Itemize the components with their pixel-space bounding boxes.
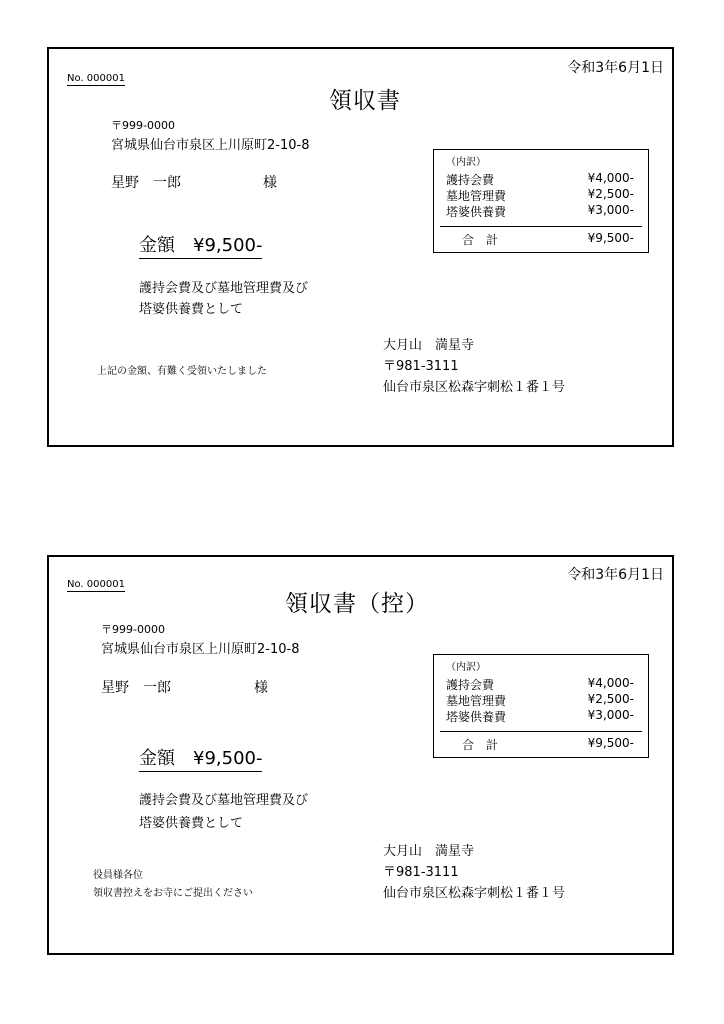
breakdown-total-value: ¥9,500- bbox=[587, 736, 634, 750]
receipt-title: 領収書 bbox=[329, 88, 401, 114]
issuer-name: 大月山 満星寺 bbox=[383, 844, 475, 859]
purpose-line-1: 護持会費及び墓地管理費及び bbox=[139, 793, 309, 808]
recipient-honorific: 様 bbox=[263, 175, 277, 191]
recipient-honorific: 様 bbox=[254, 680, 268, 696]
receipt-copy bbox=[47, 555, 674, 955]
breakdown-value: ¥4,000- bbox=[587, 676, 634, 690]
acknowledgement-note: 上記の金額、有難く受領いたしました bbox=[97, 366, 267, 377]
breakdown-label: 護持会費 bbox=[446, 173, 495, 187]
receipt-date: 令和3年6月1日 bbox=[567, 60, 664, 76]
breakdown-value: ¥2,500- bbox=[587, 692, 634, 706]
breakdown-value: ¥4,000- bbox=[587, 171, 634, 185]
amount: 金額 ¥9,500- bbox=[139, 744, 262, 772]
breakdown-value: ¥3,000- bbox=[587, 708, 634, 722]
receipt-title: 領収書（控） bbox=[285, 591, 429, 617]
issuer-postal: 〒981-3111 bbox=[383, 359, 459, 374]
note-line-1: 役員様各位 bbox=[93, 870, 143, 881]
receipt-date: 令和3年6月1日 bbox=[567, 567, 664, 583]
receipt-number: No. 000001 bbox=[67, 579, 125, 590]
recipient-postal: 〒999-0000 bbox=[111, 119, 175, 132]
breakdown-header: （内訳） bbox=[446, 662, 486, 673]
amount: 金額 ¥9,500- bbox=[139, 231, 262, 259]
recipient-address: 宮城県仙台市泉区上川原町2-10-8 bbox=[101, 642, 300, 657]
breakdown-label: 墓地管理費 bbox=[446, 189, 507, 203]
breakdown-header: （内訳） bbox=[446, 157, 486, 168]
purpose-line-2: 塔婆供養費として bbox=[139, 302, 244, 317]
breakdown-label: 塔婆供養費 bbox=[446, 205, 507, 219]
breakdown-divider bbox=[440, 731, 642, 732]
breakdown-label: 塔婆供養費 bbox=[446, 710, 507, 724]
breakdown-box bbox=[433, 149, 649, 253]
receipt-number: No. 000001 bbox=[67, 73, 125, 84]
breakdown-label: 護持会費 bbox=[446, 678, 495, 692]
issuer-address: 仙台市泉区松森字刺松１番１号 bbox=[383, 380, 566, 395]
breakdown-value: ¥3,000- bbox=[587, 203, 634, 217]
note-line-2: 領収書控えをお寺にご提出ください bbox=[93, 888, 253, 899]
breakdown-divider bbox=[440, 226, 642, 227]
breakdown-total-value: ¥9,500- bbox=[587, 231, 634, 245]
recipient-name: 星野 一郎 bbox=[101, 680, 171, 696]
issuer-name: 大月山 満星寺 bbox=[383, 338, 475, 353]
receipt bbox=[47, 47, 674, 447]
breakdown-value: ¥2,500- bbox=[587, 187, 634, 201]
issuer-postal: 〒981-3111 bbox=[383, 865, 459, 880]
purpose-line-2: 塔婆供養費として bbox=[139, 816, 244, 831]
recipient-name: 星野 一郎 bbox=[111, 175, 181, 191]
breakdown-box bbox=[433, 654, 649, 758]
recipient-address: 宮城県仙台市泉区上川原町2-10-8 bbox=[111, 138, 310, 153]
purpose-line-1: 護持会費及び墓地管理費及び bbox=[139, 281, 309, 296]
breakdown-label: 墓地管理費 bbox=[446, 694, 507, 708]
breakdown-total-label: 合 計 bbox=[462, 738, 499, 752]
breakdown-total-label: 合 計 bbox=[462, 233, 499, 247]
issuer-address: 仙台市泉区松森字刺松１番１号 bbox=[383, 886, 566, 901]
recipient-postal: 〒999-0000 bbox=[101, 623, 165, 636]
